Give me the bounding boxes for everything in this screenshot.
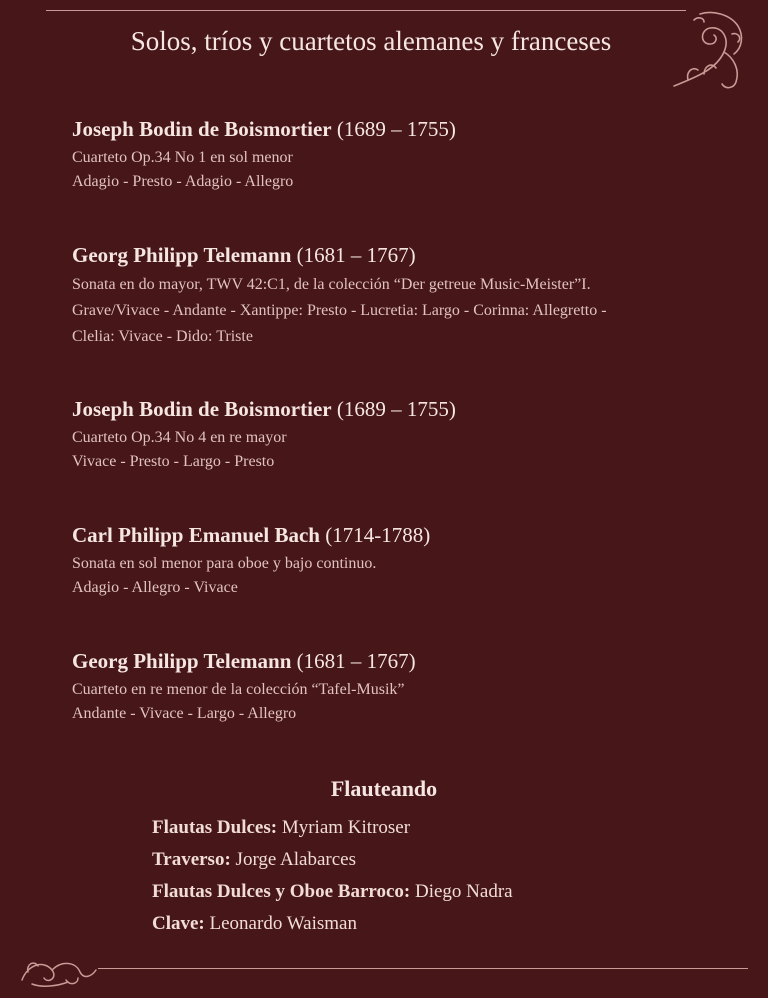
- member-line: [152, 844, 712, 876]
- composer-line: [72, 242, 712, 268]
- piece-movements: Adagio - Presto - Adagio - Allegro: [72, 173, 294, 190]
- program-piece: [72, 242, 712, 350]
- top-divider: [46, 10, 686, 11]
- piece-movements: Andante - Vivace - Largo - Allegro: [72, 705, 297, 722]
- member-role: Flautas Dulces y Oboe Barroco:: [152, 881, 411, 902]
- page-title: Solos, tríos y cuartetos alemanes y franceses: [130, 26, 612, 56]
- composer-line: [72, 116, 712, 142]
- member-line: [152, 812, 712, 844]
- piece-movements-continued: Clelia: Vivace - Dido: Triste: [72, 328, 253, 345]
- composer-name: Joseph Bodin de Boismortier: [72, 117, 332, 141]
- member-role: Flautas Dulces:: [152, 817, 278, 838]
- composer-line: [72, 396, 712, 422]
- ensemble-name: Flauteando: [330, 776, 438, 801]
- composer-dates: (1689 – 1755): [336, 117, 456, 141]
- piece-title: Cuarteto en re menor de la colección “Tafel-Musik”: [72, 681, 405, 698]
- piece-title: Cuarteto Op.34 No 4 en re mayor: [72, 429, 287, 446]
- piece-movements: Adagio - Allegro - Vivace: [72, 579, 238, 596]
- member-name: Jorge Alabarces: [235, 849, 357, 870]
- composer-dates: (1689 – 1755): [336, 397, 456, 421]
- piece-movements: Grave/Vivace - Andante - Xantippe: Presto - Lucretia: Largo - Corinna: Allegretto -: [72, 302, 607, 319]
- composer-name: Georg Philipp Telemann: [72, 649, 292, 673]
- composer-dates: (1714-1788): [325, 523, 431, 547]
- composer-dates: (1681 – 1767): [296, 649, 416, 673]
- composer-name: Joseph Bodin de Boismortier: [72, 397, 332, 421]
- member-name: Diego Nadra: [415, 881, 513, 902]
- member-line: [152, 876, 712, 908]
- program-piece: [72, 396, 712, 474]
- composer-dates: (1681 – 1767): [296, 243, 416, 267]
- piece-movements: Vivace - Presto - Largo - Presto: [72, 453, 275, 470]
- member-name: Myriam Kitroser: [281, 817, 411, 838]
- member-name: Leonardo Waisman: [209, 913, 357, 934]
- member-role: Traverso:: [152, 849, 231, 870]
- piece-title: Cuarteto Op.34 No 1 en sol menor: [72, 149, 293, 166]
- member-role: Clave:: [152, 913, 205, 934]
- program-piece: [72, 648, 712, 726]
- piece-title: Sonata en do mayor, TWV 42:C1, de la colección “Der getreue Music-Meister”I.: [72, 276, 591, 293]
- composer-line: [72, 648, 712, 674]
- piece-title: Sonata en sol menor para oboe y bajo continuo.: [72, 555, 377, 572]
- program-piece: [72, 116, 712, 194]
- composer-name: Carl Philipp Emanuel Bach: [72, 523, 320, 547]
- ensemble-members: [152, 812, 712, 940]
- composer-line: [72, 522, 712, 548]
- baroque-flourish-ornament-icon: [18, 950, 98, 990]
- bottom-divider: [98, 968, 748, 969]
- program-piece: [72, 522, 712, 600]
- composer-name: Georg Philipp Telemann: [72, 243, 292, 267]
- member-line: [152, 908, 712, 940]
